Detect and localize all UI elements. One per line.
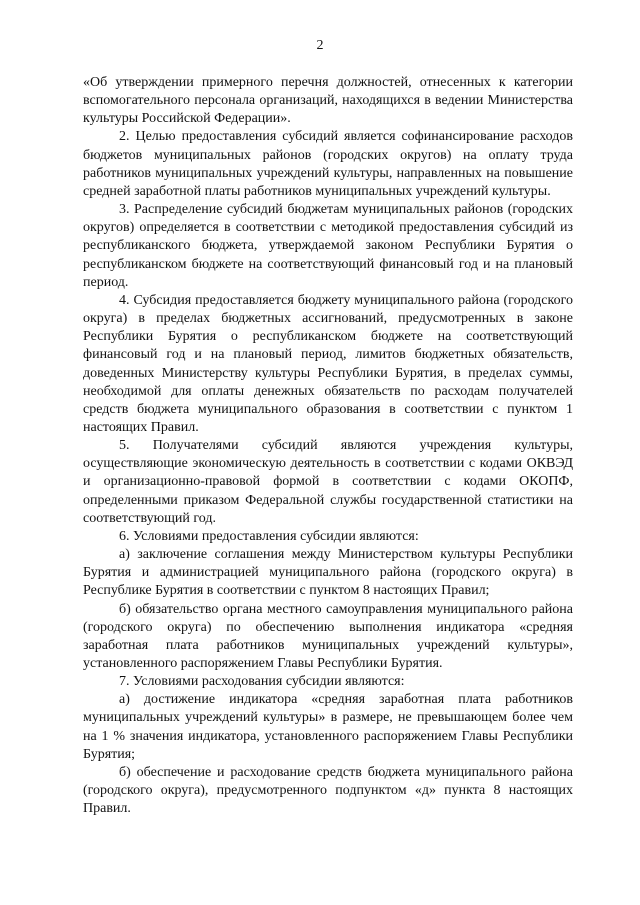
page-number: 2 xyxy=(316,38,324,53)
paragraph-item-6: 6. Условиями предоставления субсидии являются: xyxy=(119,528,419,544)
paragraph-item-6a: а) заключение соглашения между Министерством культуры Республики Бурятия и администрацией муниципального района (городского округа) в Республике Бурятия в соответствии с пунктом 8 настоящих Правил; xyxy=(83,547,573,599)
paragraph-item-2: 2. Целью предоставления субсидий является софинансирование расходов бюджетов муниципальных районов (городских округов) на оплату труда работников муниципальных учреждений культуры, направленных на повышение средней заработной платы работников муниципальных учреждений культуры. xyxy=(83,129,573,199)
document-body xyxy=(83,74,573,818)
paragraph-item-6b: б) обязательство органа местного самоуправления муниципального района (городского округа) по обеспечению выполнения индикатора «средняя заработная плата работников муниципальных учреждений культуры», установленного распоряжением Главы Республики Бурятия. xyxy=(83,601,573,671)
paragraph-continuation: «Об утверждении примерного перечня должностей, отнесенных к категории вспомогательного персонала организаций, находящихся в ведении Министерства культуры Российской Федерации». xyxy=(83,75,573,127)
paragraph-item-4: 4. Субсидия предоставляется бюджету муниципального района (городского округа) в пределах бюджетных ассигнований, предусмотренных в законе Республики Бурятия о республиканском бюджете на соответствующий финансовый год и на плановый период, лимитов бюджетных обязательств, доведенных Министерству культуры Республики Бурятия, в пределах суммы, необходимой для оплаты денежных обязательств по расходам получателей средств бюджета муниципального образования в соответствии с пунктом 1 настоящих Правил. xyxy=(83,292,573,435)
paragraph-item-7: 7. Условиями расходования субсидии являются: xyxy=(119,674,405,690)
paragraph-item-7a: а) достижение индикатора «средняя заработная плата работников муниципальных учреждений культуры» в размере, не превышающем более чем на 1 % значения индикатора, установленного распоряжением Главы Республики Бурятия; xyxy=(83,692,573,762)
paragraph-item-3: 3. Распределение субсидий бюджетам муниципальных районов (городских округов) определяется в соответствии с методикой предоставления субсидий из республиканского бюджета, утверждаемой законом Республики Бурятия о республиканском бюджете на соответствующий финансовый год и на плановый период. xyxy=(83,202,573,290)
paragraph-item-7b: б) обеспечение и расходование средств бюджета муниципального района (городского округа), предусмотренного подпунктом «д» пункта 8 настоящих Правил. xyxy=(83,764,573,817)
paragraph-item-5: 5. Получателями субсидий являются учреждения культуры, осуществляющие экономическую деятельность в соответствии с кодами ОКВЭД и организационно-правовой формой в соответствии с кодами ОКОПФ, определенными приказом Федеральной службы государственной статистики на соответствующий год. xyxy=(83,438,573,526)
